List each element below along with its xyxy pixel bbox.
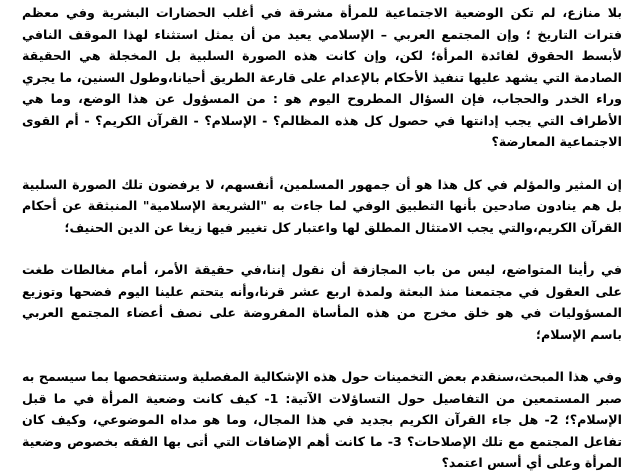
paragraph-2: إن المثير والمؤلم في كل هذا هو أن جمهور المسلمين، أنفسهم، لا يرفضون تلك الصورة السلبية بل هم ينادون صادحين بأنها التطبيق الوفي لما جاءت به "الشريعة الإسلامية" المنبثقة عن أحكام القرآن الكريم،والتي يجب الامتثال المطلق لها واعتبار كل تغيير فيها زيغا عن الدين الحنيف؛ [22, 176, 622, 235]
document-body [22, 2, 622, 474]
paragraph-4: وفي هذا المبحث،سنقدم بعض التخمينات حول هذه الإشكالية المفصلية وستتفحصها بما سيسمح به صبر المستمعين من التفاصيل حول التساؤلات الآتية: 1- كيف كانت وضعية المرأة في ما قبل الإسلام؟؛ 2- هل جاء القرآن الكريم بجديد في هذا المجال، وما هو مداه الموضوعي، وكيف كان تفاعل المجتمع مع تلك الإصلاحات؟ 3- ما كانت أهم الإضافات التي أتى بها الفقه بخصوص وضعية المرأة وعلى أي أسس اعتمد؟ [22, 369, 622, 470]
paragraph-3: في رأينا المتواضع، ليس من باب المجازفة أن نقول إننا،في حقيقة الأمر، أمام مغالطات طغت على العقول في مجتمعنا منذ البعثة ولمدة اربع عشر قرنا،وأنه يتحتم علينا اليوم فضحها وتوزيع المسؤوليات في هو خلق مخرج من هذه المأساة المفروضة على نصف أعضاء المجتمع العربي باسم الإسلام؛ [22, 262, 622, 342]
paragraph-1: بلا منازع، لم تكن الوضعية الاجتماعية للمرأة مشرقة في أغلب الحضارات البشرية وفي معظم فترات التاريخ ؛ وإن المجتمع العربي – الإسلامي يعيد من أن يمثل استثناء لهذا الموقف النافي لأبسط الحقوق لفائدة المرأة؛ لكن، وإن كانت هذه الصورة السلبية بل المخجلة هي الحقيقة الصادمة التي يشهد عليها تنفيذ الأحكام بالإعدام على قارعة الطريق أحيانا،وطول السنين، ما يجري وراء الخدر والحجاب، فإن السؤال المطروح اليوم هو : من المسؤول عن هذا الوضع، وما هي الأطراف التي يجب إدانتها في حصول كل هذه المظالم؟ - الإسلام؟ - القرآن الكريم؟ - أم القوى الاجتماعية المعارضة؟ [22, 5, 622, 149]
